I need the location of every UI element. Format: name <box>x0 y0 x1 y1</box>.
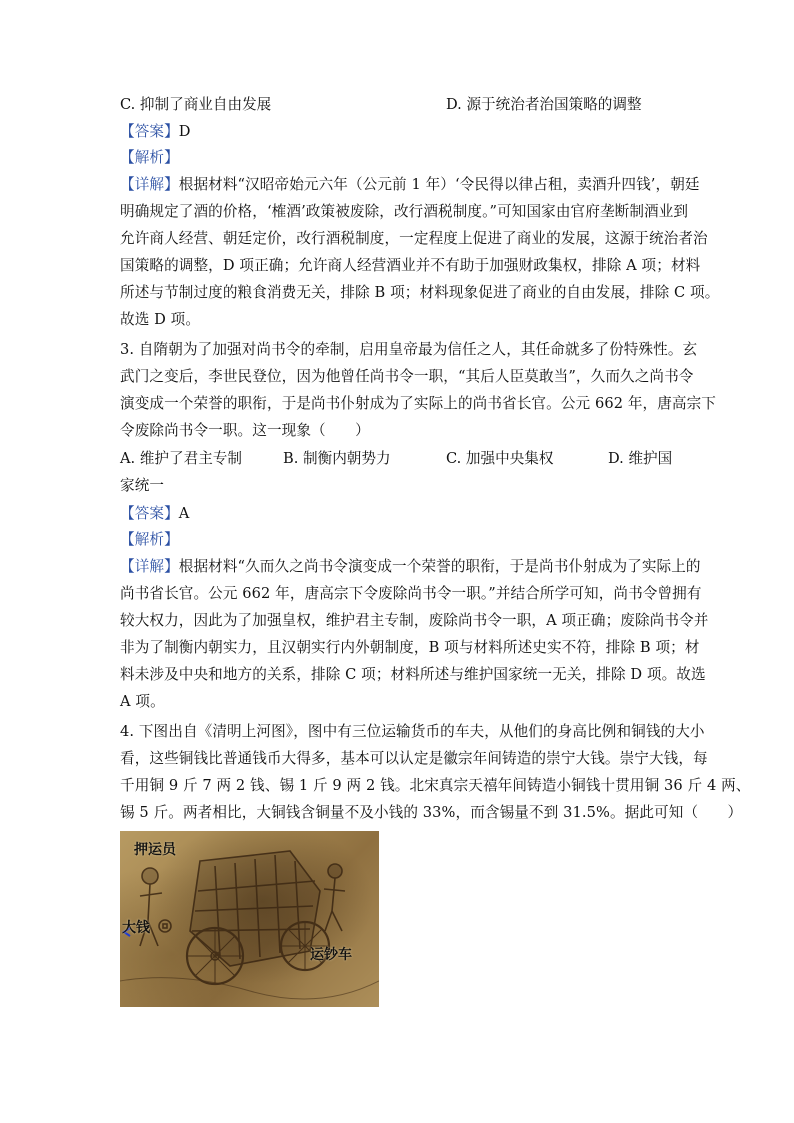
q3-option-d: D. 维护国 <box>608 450 673 467</box>
q2-option-c: C. 抑制了商业自由发展 <box>120 96 272 113</box>
q3-stem-line: 令废除尚书令一职。这一现象（ ） <box>120 422 370 439</box>
q3-detail-line: 料未涉及中央和地方的关系，排除 C 项；材料所述与维护国家统一无关，排除 D 项。故选 <box>120 666 706 683</box>
q4-stem-line: 千用铜 9 斤 7 两 2 钱、锡 1 斤 9 两 2 钱。北宋真宗天禧年间铸造小铜钱十贯用铜 36 斤 4 两、 <box>120 777 751 794</box>
painting-figure <box>120 831 379 1007</box>
q4-stem-line: 看，这些铜钱比普通钱币大得多，基本可以认定是徽宗年间铸造的崇宁大钱。崇宁大钱，每 <box>120 750 708 767</box>
label-escort: 押运员 <box>134 842 176 858</box>
q3-detail-line: 尚书省长官。公元 662 年，唐高宗下令废除尚书令一职。”并结合所学可知，尚书令曾拥有 <box>120 585 702 602</box>
q2-detail-line: 允许商人经营、朝廷定价，改行酒税制度，一定程度上促进了商业的发展，这源于统治者治 <box>120 230 708 247</box>
q3-detail-line: 非为了制衡内朝实力，且汉朝实行内外朝制度，B 项与材料所述史实不符，排除 B 项；材 <box>120 639 700 656</box>
q2-analysis-tag: 【解析】 <box>120 149 179 166</box>
q3-analysis-tag: 【解析】 <box>120 531 179 548</box>
q3-answer <box>120 503 189 525</box>
q3-stem-line: 演变成一个荣誉的职衔，于是尚书仆射成为了实际上的尚书省长官。公元 662 年，唐高宗下 <box>120 395 716 412</box>
q2-detail-line: 故选 D 项。 <box>120 311 201 328</box>
q3-option-a: A. 维护了君主专制 <box>120 450 242 467</box>
detail-tag: 【详解】 <box>120 176 179 193</box>
label-big-coin: 大钱 <box>122 920 150 936</box>
q3-option-c: C. 加强中央集权 <box>446 450 554 467</box>
q4-stem-line: 锡 5 斤。两者相比，大铜钱含铜量不及小钱的 33%，而含锡量不到 31.5%。据此可知（ ） <box>120 804 743 821</box>
q2-detail-line: 国策略的调整，D 项正确；允许商人经营酒业并不有助于加强财政集权，排除 A 项；材料 <box>120 257 701 274</box>
q3-stem-line: 3. 自隋朝为了加强对尚书令的牵制，启用皇帝最为信任之人，其任命就多了份特殊性。玄 <box>120 341 698 358</box>
q4-stem-line: 4. 下图出自《清明上河图》，图中有三位运输货币的车夫，从他们的身高比例和铜钱的大小 <box>120 723 705 740</box>
q2-answer <box>120 121 191 143</box>
answer-value: D <box>178 123 191 140</box>
q2-option-d: D. 源于统治者治国策略的调整 <box>446 96 642 113</box>
q3-detail-line: A 项。 <box>120 693 165 710</box>
q3-stem-line: 武门之变后，李世民登位，因为他曾任尚书令一职，“其后人臣莫敢当”，久而久之尚书令 <box>120 368 694 385</box>
q2-detail-line: 明确规定了酒的价格，‘榷酒’政策被废除，改行酒税制度。”可知国家由官府垄断制酒业到 <box>120 203 689 220</box>
q3-detail-line: 较大权力，因此为了加强皇权，维护君主专制，废除尚书令一职，A 项正确；废除尚书令并 <box>120 612 709 629</box>
q2-detail-line: 【详解】根据材料“汉昭帝始元六年（公元前 1 年）‘令民得以律占租，卖酒升四钱’，朝廷 <box>120 176 700 193</box>
answer-tag: 【答案】 <box>120 505 179 522</box>
q2-detail-line: 所述与节制过度的粮食消费无关，排除 B 项；材料现象促进了商业的自由发展，排除 C 项。 <box>120 284 720 301</box>
label-cart: 运钞车 <box>310 947 352 963</box>
q3-option-d-cont: 家统一 <box>120 477 165 494</box>
q3-option-b: B. 制衡内朝势力 <box>283 450 391 467</box>
q3-detail-line: 【详解】根据材料“久而久之尚书令演变成一个荣誉的职衔，于是尚书仆射成为了实际上的 <box>120 558 701 575</box>
answer-value: A <box>178 505 190 522</box>
detail-tag: 【详解】 <box>120 558 179 575</box>
answer-tag: 【答案】 <box>120 123 179 140</box>
